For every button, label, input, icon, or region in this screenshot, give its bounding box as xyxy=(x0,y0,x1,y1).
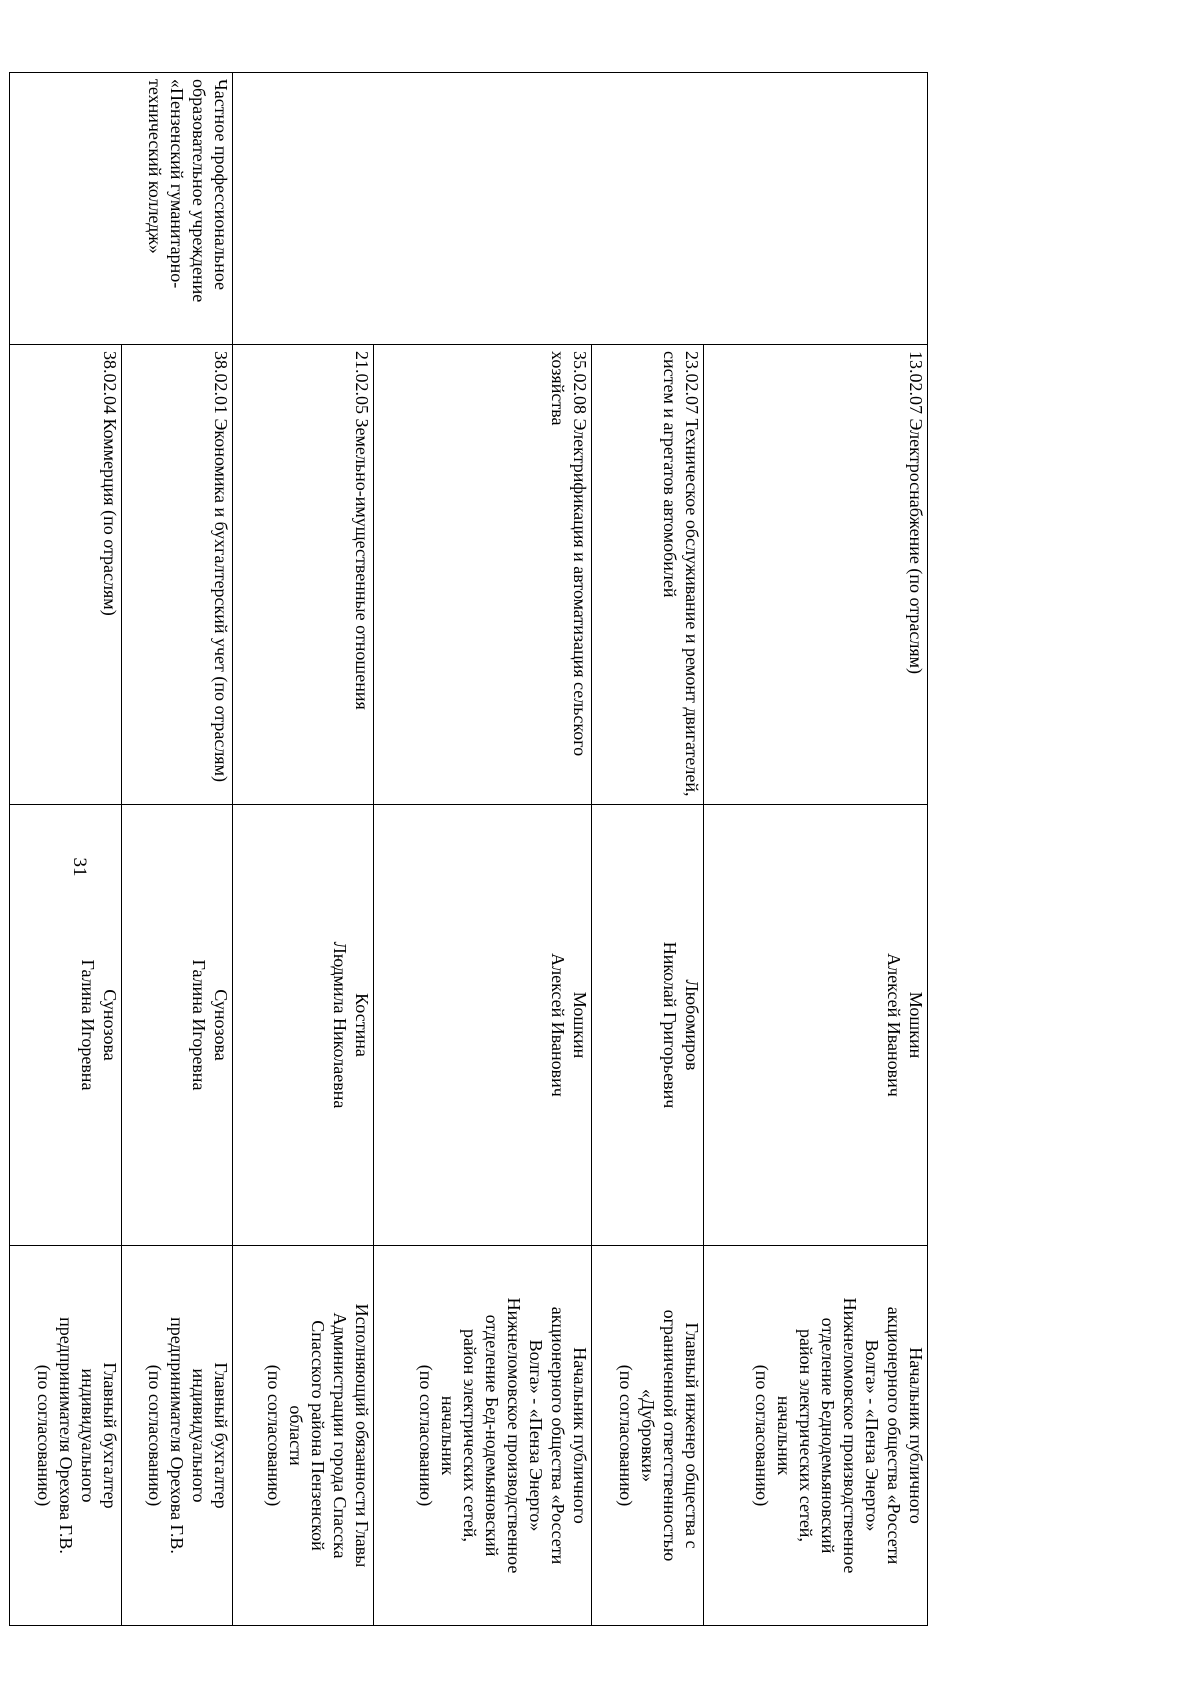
position-cell: Главный бухгалтер индивидуального предпринимателя Орехова Г.В. (по согласованию) xyxy=(122,1246,233,1626)
organization-cell xyxy=(233,73,928,345)
page-number: 31 xyxy=(69,857,90,877)
specialty-cell: 23.02.07 Техническое обслуживание и ремонт двигателей, систем и агрегатов автомобилей xyxy=(592,345,704,805)
specialty-cell: 38.02.01 Экономика и бухгалтерский учет (по отраслям) xyxy=(122,345,233,805)
position-cell: Начальник публичного акционерного общества «Россети Волга» - «Пенза Энерго» Нижнеломовское производственное отделение Беднодемьяновский район электрических сетей, начальник (по согласованию) xyxy=(704,1246,928,1626)
position-cell: Начальник публичного акционерного общества «Россети Волга» - «Пенза Энерго» Нижнеломовское производственное отделение Бед-нодемьяновский район электрических сетей, начальник (по согласованию) xyxy=(374,1246,592,1626)
person-name-cell: Сунозова Галина Игоревна xyxy=(122,805,233,1246)
position-cell: Исполняющий обязанности Главы Администрации города Спасска Спасского района Пензенской области (по согласованию) xyxy=(233,1246,374,1626)
specialty-cell: 21.02.05 Земельно-имущественные отношения xyxy=(233,345,374,805)
person-name-cell: Любомиров Николай Григорьевич xyxy=(592,805,704,1246)
person-name-cell: Костина Людмила Николаевна xyxy=(233,805,374,1246)
specialty-cell: 35.02.08 Электрификация и автоматизация сельского хозяйства xyxy=(374,345,592,805)
person-name-cell: Мошкин Алексей Иванович xyxy=(374,805,592,1246)
person-name-cell: Мошкин Алексей Иванович xyxy=(704,805,928,1246)
table-row xyxy=(122,73,233,1626)
commission-table xyxy=(9,72,928,1626)
position-cell: Главный бухгалтер индивидуального предпринимателя Орехова Г.В. (по согласованию) xyxy=(10,1246,122,1626)
specialty-cell: 13.02.07 Электроснабжение (по отраслям) xyxy=(704,345,928,805)
table-row xyxy=(704,73,928,1626)
specialty-cell: 38.02.04 Коммерция (по отраслям) xyxy=(10,345,122,805)
person-name-cell: Сунозова Галина Игоревна xyxy=(10,805,122,1246)
position-cell: Главный инженер общества с ограниченной ответственностью «Дубровки» (по согласованию) xyxy=(592,1246,704,1626)
organization-cell: Частное профессиональное образовательное учреждение «Пензенский гуманитарно-технический колледж» xyxy=(10,73,233,345)
